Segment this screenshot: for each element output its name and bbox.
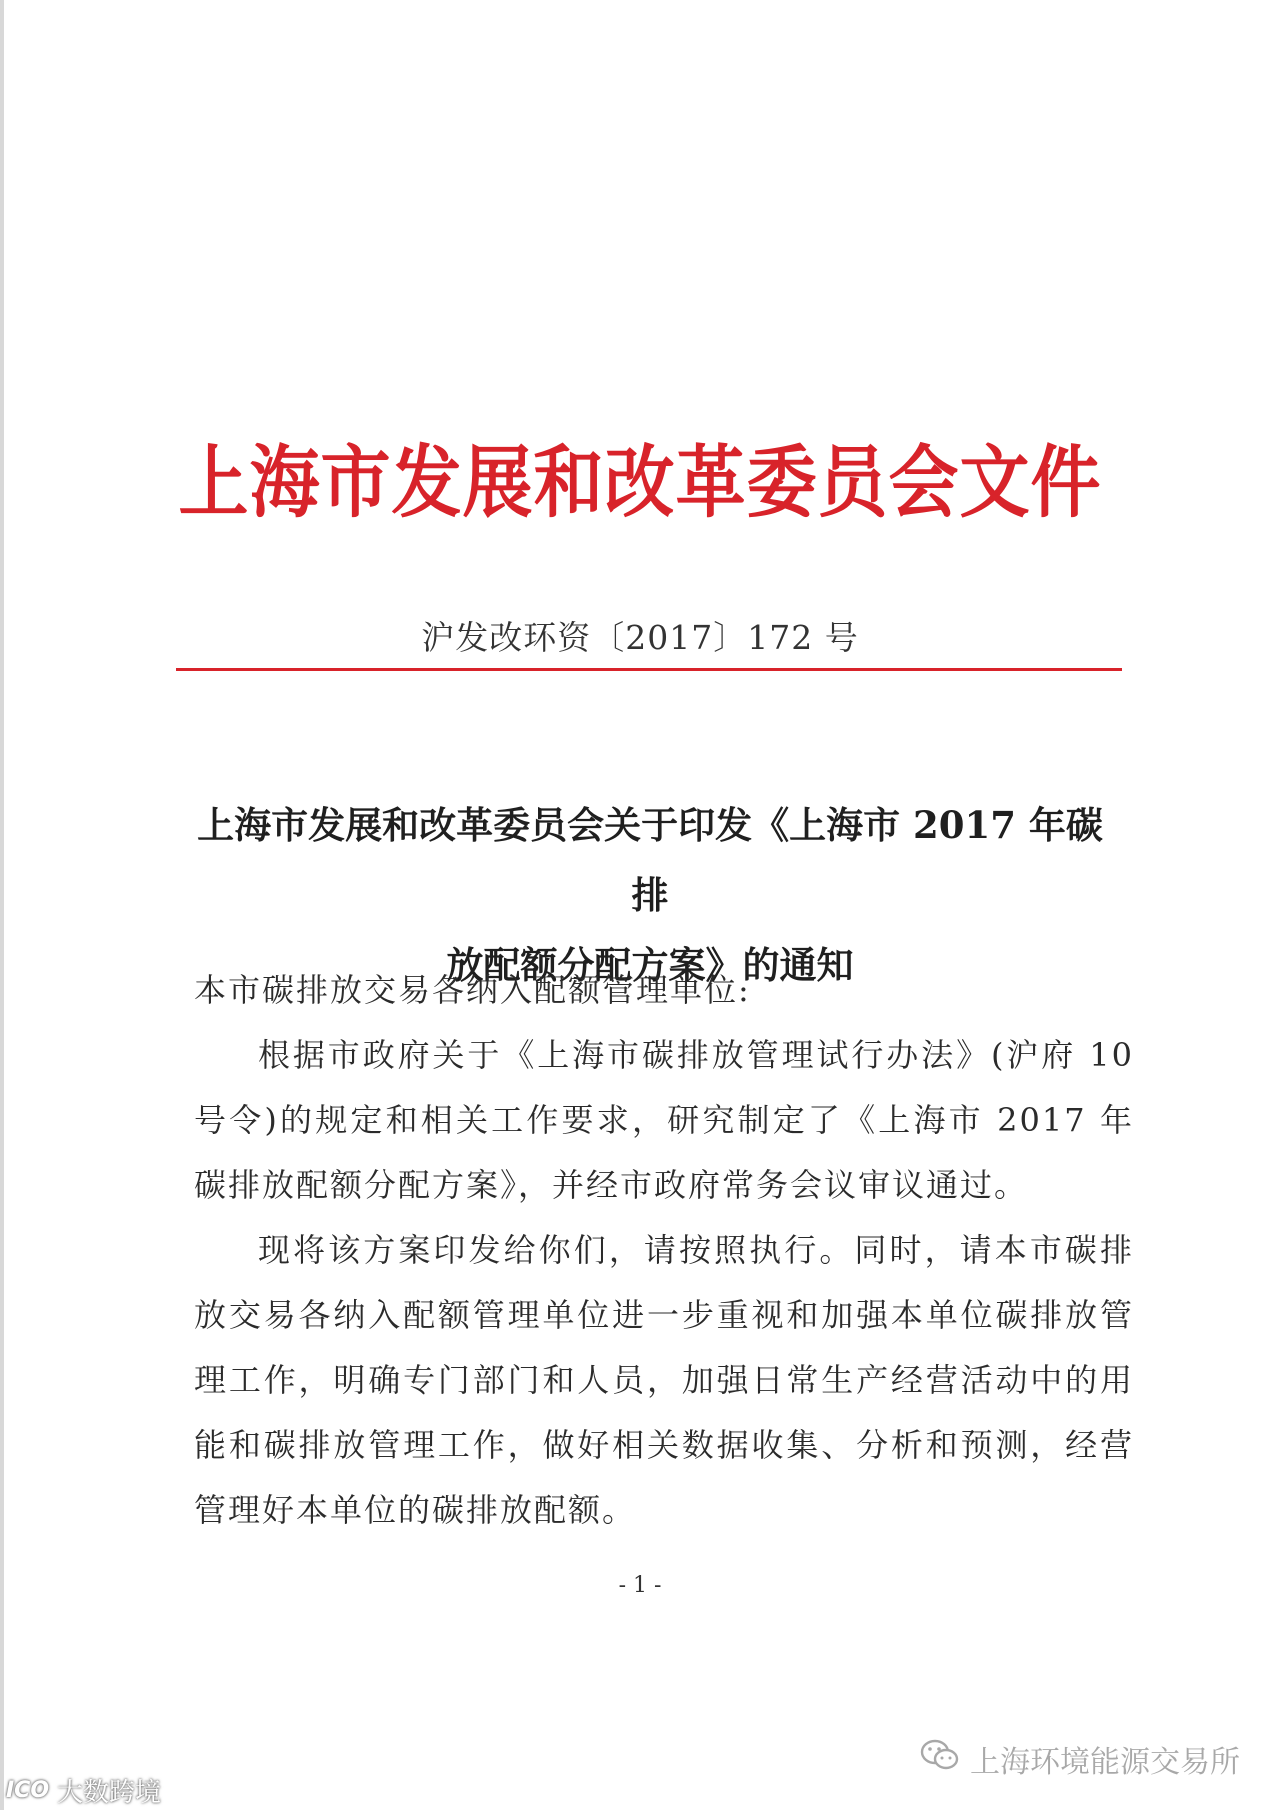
- source-watermark-text: 上海环境能源交易所: [970, 1745, 1240, 1780]
- site-watermark-text: 大数跨境: [57, 1778, 162, 1808]
- document-number: 沪发改环资〔2017〕172 号: [421, 618, 859, 657]
- page-number: - 1 -: [618, 1573, 662, 1598]
- site-logo-icon: ICO: [6, 1778, 50, 1803]
- body-paragraph-2: 现将该方案印发给你们，请按照执行。同时，请本市碳排放交易各纳入配额管理单位进一步重视和加强本单位碳排放管理工作，明确专门部门和人员，加强日常生产经营活动中的用能和碳排放管理工作，做好相关数据收集、分析和预测，经营管理好本单位的碳排放配额。: [194, 1231, 1134, 1529]
- issuer-header-title: 上海市发展和改革委员会文件: [178, 435, 1102, 529]
- wechat-icon: [920, 1738, 960, 1780]
- page-edge: [0, 0, 4, 1810]
- notice-title-line-2: 放配额分配方案》的通知: [446, 943, 854, 987]
- salutation: 本市碳排放交易各纳入配额管理单位:: [194, 971, 751, 1009]
- source-watermark: [920, 1737, 1240, 1781]
- site-watermark: [6, 1772, 161, 1809]
- notice-body: [194, 958, 1134, 1543]
- body-paragraph-1: 根据市政府关于《上海市碳排放管理试行办法》(沪府 10 号令)的规定和相关工作要求，研究制定了《上海市 2017 年碳排放配额分配方案》，并经市政府常务会议审议通过。: [194, 1036, 1134, 1204]
- red-divider-line: [176, 668, 1122, 671]
- notice-title-line-1: 上海市发展和改革委员会关于印发《上海市 2017 年碳排: [197, 803, 1103, 917]
